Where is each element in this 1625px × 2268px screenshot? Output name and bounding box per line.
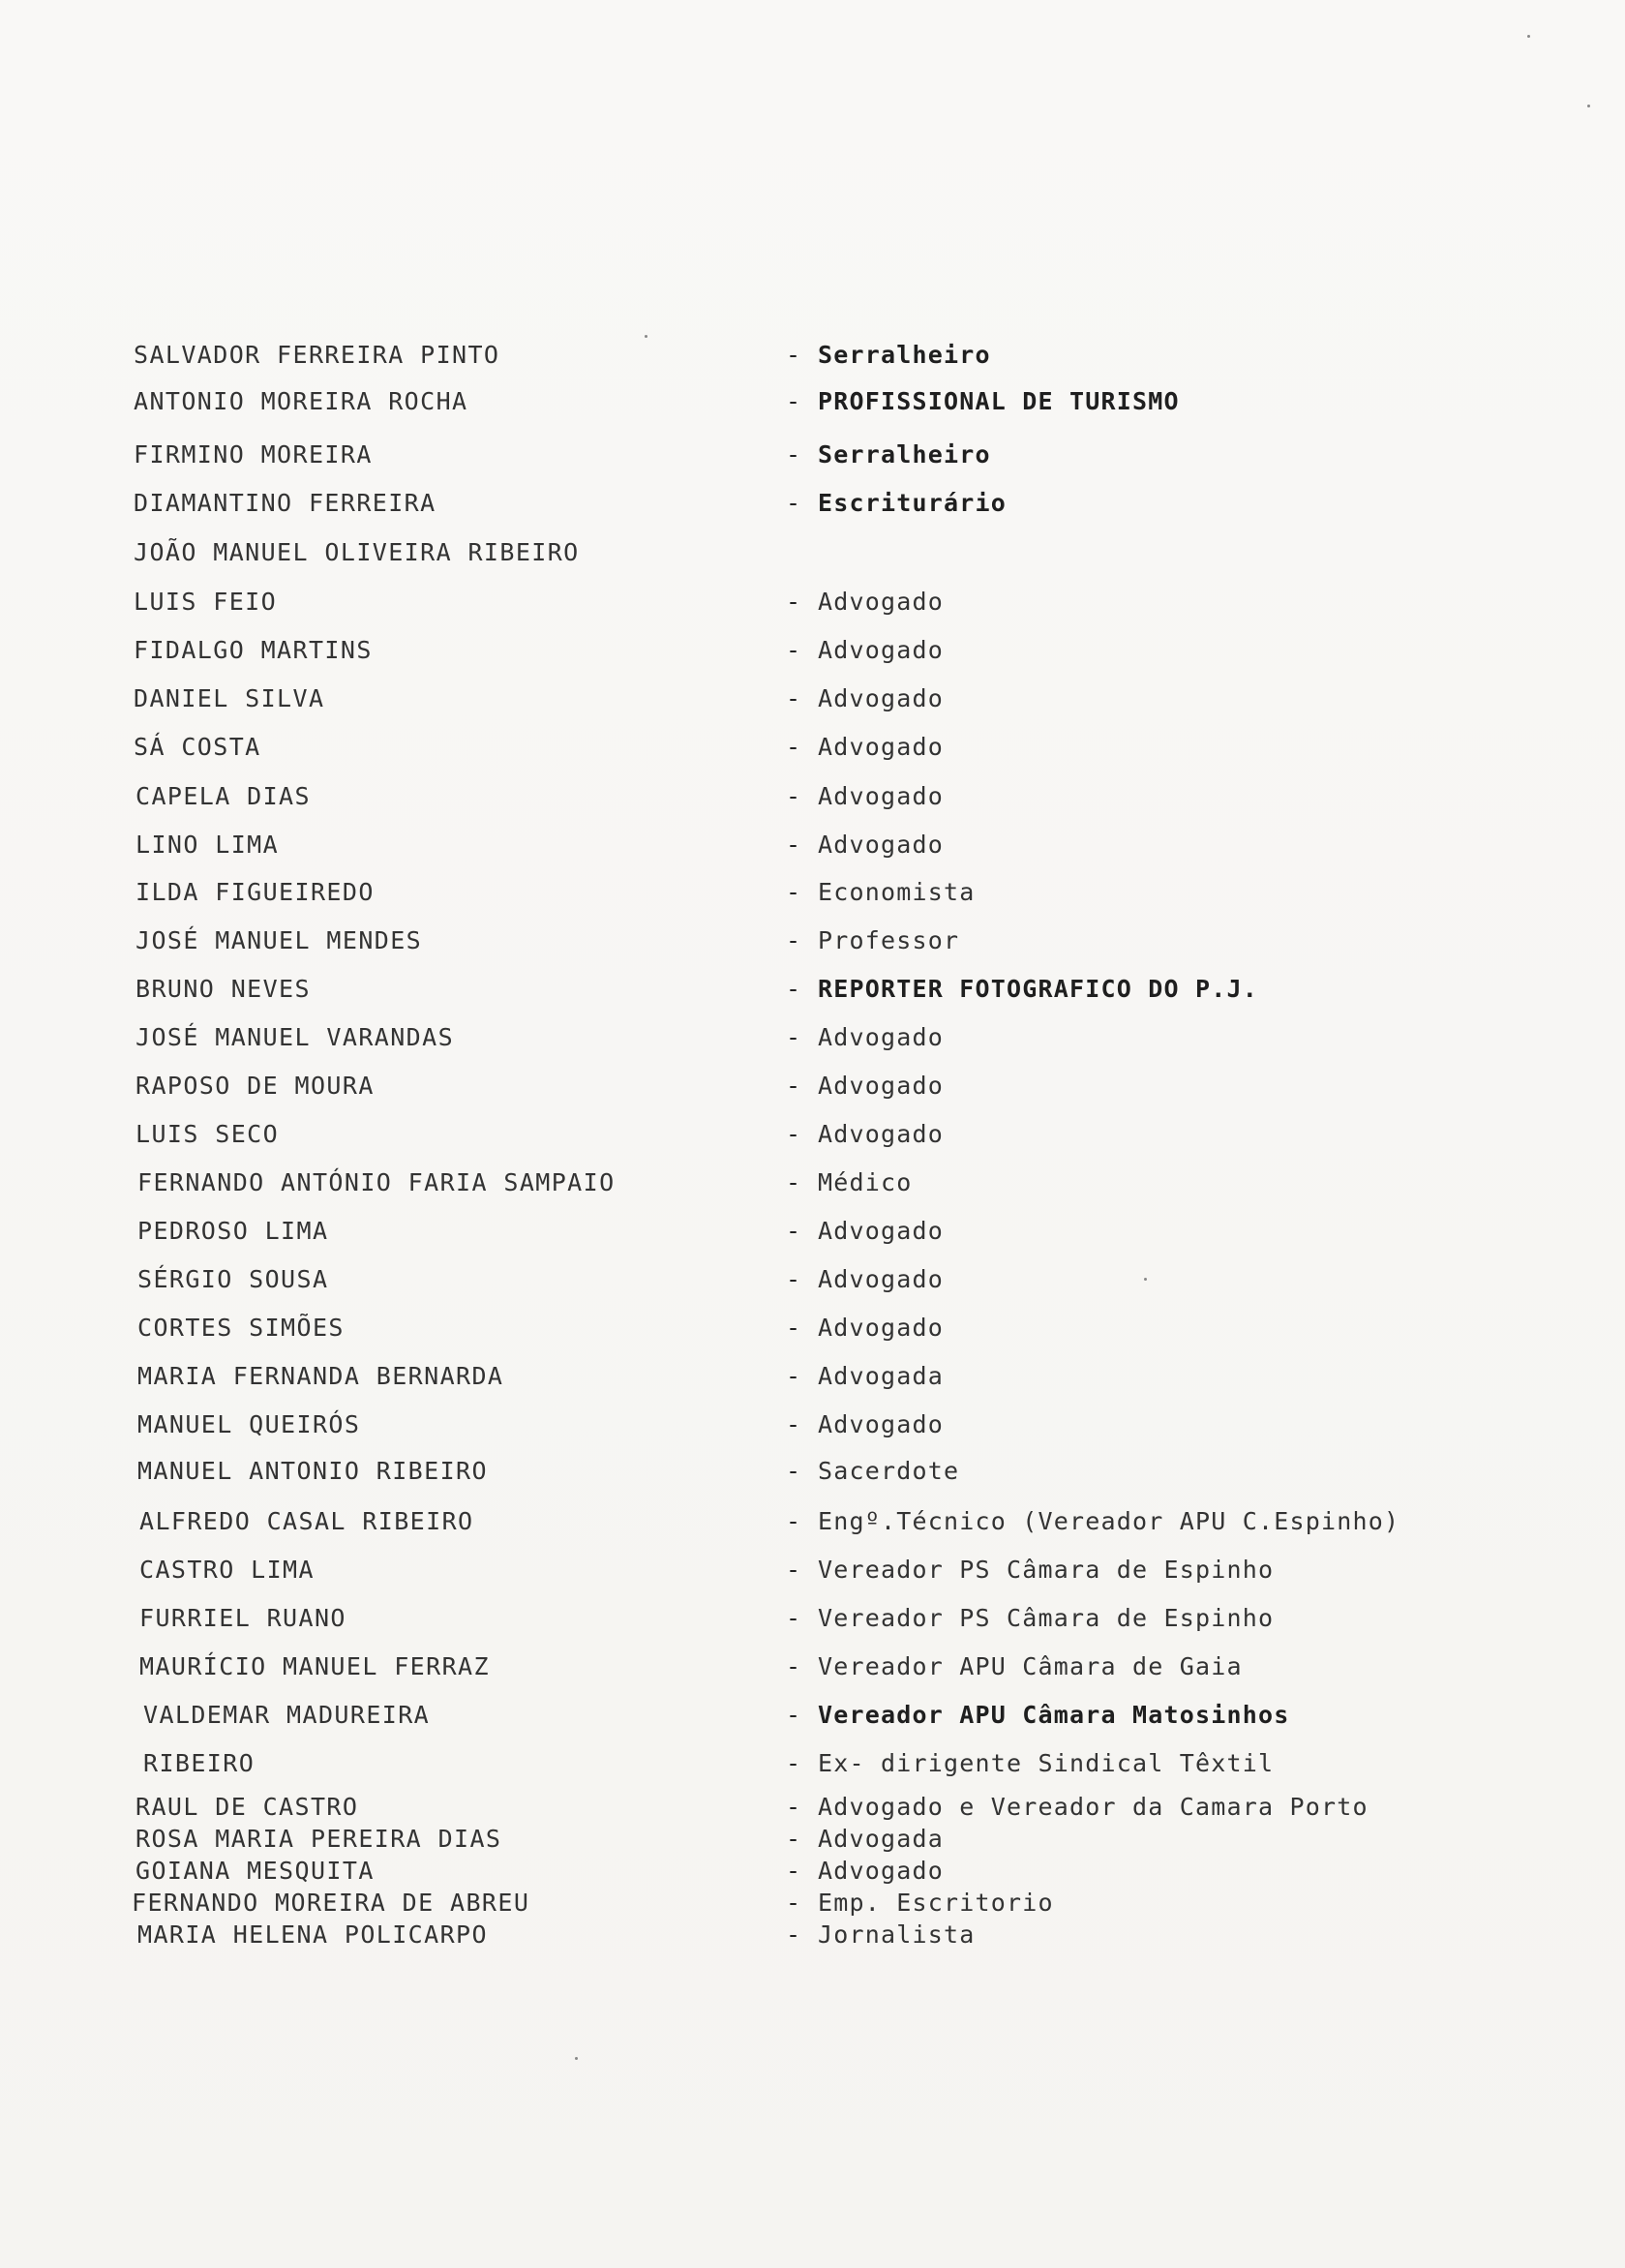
person-name: BRUNO NEVES bbox=[135, 975, 311, 1003]
separator-dash: - bbox=[786, 1793, 801, 1821]
person-name: MARIA FERNANDA BERNARDA bbox=[137, 1362, 504, 1390]
person-name: LUIS FEIO bbox=[134, 588, 278, 616]
person-name: MARIA HELENA POLICARPO bbox=[137, 1920, 488, 1949]
person-name: RIBEIRO bbox=[143, 1749, 256, 1777]
person-name: MANUEL ANTONIO RIBEIRO bbox=[137, 1457, 488, 1485]
person-name: FURRIEL RUANO bbox=[139, 1604, 346, 1632]
person-name: PEDROSO LIMA bbox=[137, 1217, 329, 1245]
profession: Advogado e Vereador da Camara Porto bbox=[818, 1793, 1369, 1821]
profession: Vereador PS Câmara de Espinho bbox=[818, 1604, 1275, 1632]
person-name: SALVADOR FERREIRA PINTO bbox=[134, 341, 500, 369]
separator-dash: - bbox=[786, 831, 801, 859]
separator-dash: - bbox=[786, 684, 801, 712]
person-name: VALDEMAR MADUREIRA bbox=[143, 1701, 431, 1729]
person-name: FERNANDO ANTÓNIO FARIA SAMPAIO bbox=[137, 1168, 616, 1196]
separator-dash: - bbox=[786, 1314, 801, 1342]
separator-dash: - bbox=[786, 1362, 801, 1390]
profession: Vereador PS Câmara de Espinho bbox=[818, 1556, 1275, 1584]
separator-dash: - bbox=[786, 1120, 801, 1148]
profession: Emp. Escritorio bbox=[818, 1889, 1054, 1917]
profession: Advogado bbox=[818, 1072, 945, 1100]
separator-dash: - bbox=[786, 1604, 801, 1632]
profession: Advogado bbox=[818, 1314, 945, 1342]
profession: Advogado bbox=[818, 1265, 945, 1293]
separator-dash: - bbox=[786, 1889, 801, 1917]
scan-speck bbox=[1144, 1278, 1147, 1281]
person-name: DANIEL SILVA bbox=[134, 684, 325, 712]
separator-dash: - bbox=[786, 387, 801, 415]
profession: Vereador APU Câmara Matosinhos bbox=[818, 1701, 1290, 1729]
separator-dash: - bbox=[786, 782, 801, 810]
separator-dash: - bbox=[786, 1072, 801, 1100]
profession: Escriturário bbox=[818, 489, 1008, 517]
separator-dash: - bbox=[786, 636, 801, 664]
separator-dash: - bbox=[786, 1857, 801, 1885]
profession: REPORTER FOTOGRAFICO DO P.J. bbox=[818, 975, 1259, 1003]
scan-speck bbox=[575, 2057, 578, 2060]
profession: Engº.Técnico (Vereador APU C.Espinho) bbox=[818, 1507, 1400, 1535]
person-name: ILDA FIGUEIREDO bbox=[135, 878, 375, 906]
profession: Advogado bbox=[818, 1217, 945, 1245]
separator-dash: - bbox=[786, 1457, 801, 1485]
separator-dash: - bbox=[786, 1749, 801, 1777]
separator-dash: - bbox=[786, 1507, 801, 1535]
profession: Advogado bbox=[818, 1857, 945, 1885]
person-name: FIRMINO MOREIRA bbox=[134, 440, 373, 469]
profession: Advogada bbox=[818, 1362, 945, 1390]
person-name: MAURÍCIO MANUEL FERRAZ bbox=[139, 1652, 490, 1680]
person-name: SÉRGIO SOUSA bbox=[137, 1265, 329, 1293]
person-name: CAPELA DIAS bbox=[135, 782, 311, 810]
separator-dash: - bbox=[786, 588, 801, 616]
profession: Advogado bbox=[818, 636, 945, 664]
profession: Advogado bbox=[818, 1410, 945, 1438]
separator-dash: - bbox=[786, 1168, 801, 1196]
scan-speck bbox=[1587, 105, 1590, 107]
profession: Advogado bbox=[818, 733, 945, 761]
person-name: DIAMANTINO FERREIRA bbox=[134, 489, 436, 517]
separator-dash: - bbox=[786, 1217, 801, 1245]
person-name: JOSÉ MANUEL VARANDAS bbox=[135, 1023, 455, 1051]
separator-dash: - bbox=[786, 1023, 801, 1051]
separator-dash: - bbox=[786, 489, 801, 517]
profession: Ex- dirigente Sindical Têxtil bbox=[818, 1749, 1275, 1777]
profession: Advogado bbox=[818, 1120, 945, 1148]
separator-dash: - bbox=[786, 926, 801, 954]
separator-dash: - bbox=[786, 1652, 801, 1680]
person-name: JOÃO MANUEL OLIVEIRA RIBEIRO bbox=[134, 538, 580, 566]
separator-dash: - bbox=[786, 975, 801, 1003]
person-name: SÁ COSTA bbox=[134, 733, 261, 761]
separator-dash: - bbox=[786, 1410, 801, 1438]
person-name: ROSA MARIA PEREIRA DIAS bbox=[135, 1825, 502, 1853]
person-name: RAUL DE CASTRO bbox=[135, 1793, 359, 1821]
separator-dash: - bbox=[786, 341, 801, 369]
profession: Advogado bbox=[818, 588, 945, 616]
profession: Vereador APU Câmara de Gaia bbox=[818, 1652, 1243, 1680]
person-name: CORTES SIMÕES bbox=[137, 1314, 345, 1342]
profession: Sacerdote bbox=[818, 1457, 960, 1485]
profession: Professor bbox=[818, 926, 960, 954]
person-name: GOIANA MESQUITA bbox=[135, 1857, 375, 1885]
separator-dash: - bbox=[786, 1825, 801, 1853]
profession: Advogado bbox=[818, 1023, 945, 1051]
separator-dash: - bbox=[786, 1920, 801, 1949]
person-name: FIDALGO MARTINS bbox=[134, 636, 373, 664]
separator-dash: - bbox=[786, 1265, 801, 1293]
person-name: ANTONIO MOREIRA ROCHA bbox=[134, 387, 468, 415]
profession: Serralheiro bbox=[818, 341, 991, 369]
person-name: ALFREDO CASAL RIBEIRO bbox=[139, 1507, 474, 1535]
scan-speck bbox=[1527, 35, 1530, 38]
scan-speck bbox=[645, 335, 647, 338]
profession: Advogado bbox=[818, 684, 945, 712]
separator-dash: - bbox=[786, 440, 801, 469]
person-name: LUIS SECO bbox=[135, 1120, 280, 1148]
profession: PROFISSIONAL DE TURISMO bbox=[818, 387, 1180, 415]
person-name: MANUEL QUEIRÓS bbox=[137, 1410, 361, 1438]
profession: Advogado bbox=[818, 782, 945, 810]
profession: Jornalista bbox=[818, 1920, 976, 1949]
profession: Advogada bbox=[818, 1825, 945, 1853]
profession: Serralheiro bbox=[818, 440, 991, 469]
separator-dash: - bbox=[786, 733, 801, 761]
person-name: CASTRO LIMA bbox=[139, 1556, 315, 1584]
separator-dash: - bbox=[786, 1701, 801, 1729]
person-name: LINO LIMA bbox=[135, 831, 280, 859]
profession: Economista bbox=[818, 878, 976, 906]
person-name: JOSÉ MANUEL MENDES bbox=[135, 926, 423, 954]
separator-dash: - bbox=[786, 878, 801, 906]
profession: Médico bbox=[818, 1168, 913, 1196]
separator-dash: - bbox=[786, 1556, 801, 1584]
person-name: FERNANDO MOREIRA DE ABREU bbox=[132, 1889, 530, 1917]
person-name: RAPOSO DE MOURA bbox=[135, 1072, 375, 1100]
profession: Advogado bbox=[818, 831, 945, 859]
